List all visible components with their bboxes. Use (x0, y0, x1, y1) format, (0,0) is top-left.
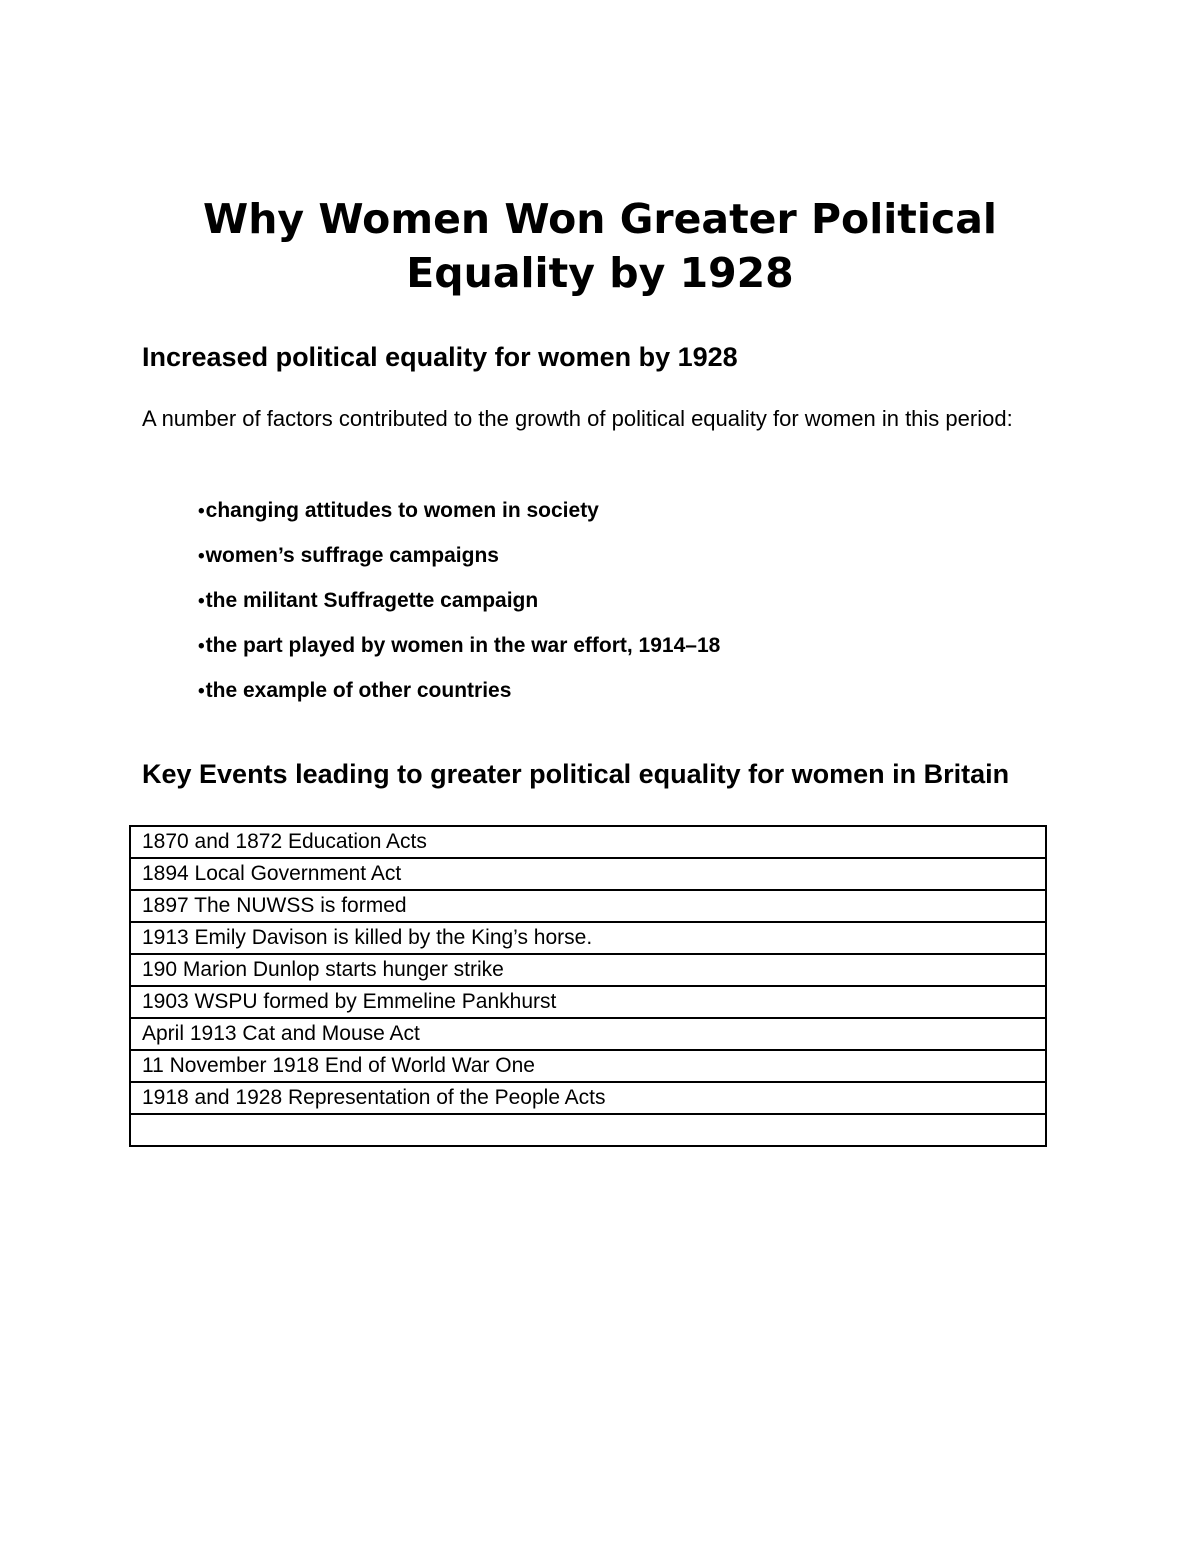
bullet-icon: • (198, 546, 205, 567)
event-cell: 1918 and 1928 Representation of the People Acts (130, 1082, 1046, 1114)
table-row (130, 1018, 1046, 1050)
list-item (198, 631, 720, 676)
table-row (130, 1082, 1046, 1114)
key-events-table (129, 825, 1047, 1147)
table-row (130, 826, 1046, 858)
bullet-icon: • (198, 681, 205, 702)
event-cell: 11 November 1918 End of World War One (130, 1050, 1046, 1082)
event-cell: 190 Marion Dunlop starts hunger strike (130, 954, 1046, 986)
document-title (0, 192, 1200, 300)
list-item (198, 541, 720, 586)
table-row (130, 1114, 1046, 1146)
table-row (130, 1050, 1046, 1082)
factor-text: changing attitudes to women in society (205, 499, 599, 522)
table-row (130, 922, 1046, 954)
factors-list (198, 496, 720, 721)
factor-text: the part played by women in the war effort, 1914–18 (205, 634, 721, 657)
table-row (130, 954, 1046, 986)
list-item (198, 496, 720, 541)
table-row (130, 858, 1046, 890)
bullet-icon: • (198, 591, 205, 612)
event-cell: 1913 Emily Davison is killed by the King’s horse. (130, 922, 1046, 954)
event-cell: 1894 Local Government Act (130, 858, 1046, 890)
section-heading-key-events: Key Events leading to greater political equality for women in Britain (142, 759, 1010, 789)
bullet-icon: • (198, 501, 205, 522)
event-cell: 1870 and 1872 Education Acts (130, 826, 1046, 858)
event-cell: 1897 The NUWSS is formed (130, 890, 1046, 922)
event-cell-empty (130, 1114, 1046, 1146)
title-line-2: Equality by 1928 (406, 249, 794, 297)
bullet-icon: • (198, 636, 205, 657)
intro-paragraph: A number of factors contributed to the growth of political equality for women in this period: (142, 406, 1013, 431)
table-row (130, 890, 1046, 922)
title-line-1: Why Women Won Greater Political (203, 195, 997, 243)
factor-text: the militant Suffragette campaign (205, 589, 539, 612)
factor-text: the example of other countries (205, 679, 512, 702)
table-row (130, 986, 1046, 1018)
event-cell: April 1913 Cat and Mouse Act (130, 1018, 1046, 1050)
event-cell: 1903 WSPU formed by Emmeline Pankhurst (130, 986, 1046, 1018)
factor-text: women’s suffrage campaigns (205, 544, 499, 567)
list-item (198, 676, 720, 721)
section-heading-political-equality: Increased political equality for women by 1928 (142, 342, 738, 372)
list-item (198, 586, 720, 631)
